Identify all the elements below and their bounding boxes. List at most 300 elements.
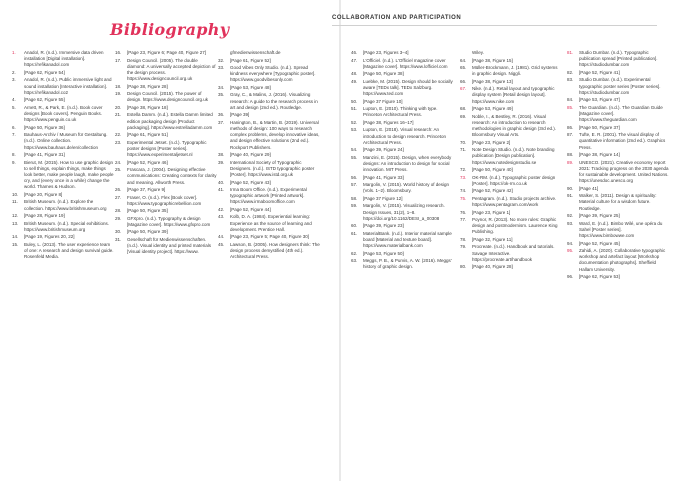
reference-text: L'Officiel. (n.d.). L'Officiel magazine cover [Magazine cover]. https://www.lofficiel.com	[363, 57, 448, 69]
reference-number: 28.	[115, 208, 122, 214]
reference-text: [Page 41]	[579, 185, 599, 191]
reference-entry	[218, 234, 320, 240]
reference-entry	[567, 160, 669, 185]
reference-text: Studio Dumbar. (n.d.). Experimental typographic poster series [Poster series]. https://studiodumbar.com	[579, 77, 661, 95]
reference-number: 77.	[460, 217, 467, 223]
reference-text: [Page 61, Figure 52]	[230, 57, 271, 63]
reference-number: 9.	[12, 159, 16, 165]
reference-text: Design Council. (2015). The power of design. https://www.designcouncil.org.uk	[127, 91, 209, 103]
reference-number: 82.	[567, 69, 574, 75]
reference-number: 34.	[218, 84, 225, 90]
reference-entry	[218, 180, 320, 186]
reference-entry	[12, 234, 114, 240]
reference-entry	[115, 229, 217, 235]
reference-text: [Page 53, Figure 47]	[579, 97, 620, 103]
reference-entry	[12, 152, 114, 158]
reference-number: 11.	[12, 199, 18, 205]
reference-entry	[460, 65, 562, 77]
reference-entry	[115, 132, 217, 138]
reference-column-3	[218, 50, 320, 262]
reference-entry	[12, 125, 114, 131]
reference-entry	[567, 186, 669, 192]
reference-text: gfmedienwissenschaft.de	[230, 50, 281, 55]
reference-text: [Page 32, Figure 11]	[472, 236, 513, 242]
reference-text: [Page 23, Figure 2]	[472, 139, 511, 145]
reference-number: 50.	[351, 98, 358, 104]
reference-entry	[115, 237, 217, 256]
reference-text: [Page 61, Figure 51]	[127, 132, 168, 138]
reference-number: 15.	[12, 241, 19, 247]
reference-text: Anadol, R. (n.d.). Immersive data driven installation [Digital installation]. https://refikanadol.com	[24, 50, 104, 68]
reference-text: Lawson, B. (2005). How designers think: The design process demystified (4th ed.). Architectural Press.	[230, 241, 320, 260]
reference-number: 55.	[351, 154, 358, 160]
reference-text: [Page 39, Figure 23]	[363, 223, 404, 229]
reference-number: 20.	[115, 104, 122, 110]
reference-text: [Page 41, Figure 31]	[24, 152, 65, 158]
reference-text: Irma Boom Office. (n.d.). Experimental typographic artwork [Printed artwork]. https://www.irmaboomoffice.com	[230, 187, 307, 205]
reference-text: [Page 53, Figure 48]	[230, 84, 271, 90]
reference-text: The Guardian. (n.d.). The Guardian Guide [Magazine cover]. https://www.theguardian.com	[579, 104, 663, 123]
reference-number: 17.	[115, 57, 122, 63]
reference-number: 18.	[115, 83, 122, 89]
reference-number: 12.	[12, 213, 19, 219]
reference-entry	[351, 196, 453, 202]
reference-entry	[351, 50, 453, 56]
reference-number: 51.	[351, 106, 358, 112]
reference-text: Zahidi, A. (2020). Collaborative typographic workshop and artefact layout [Workshop documentation photographs]. Sheffield Hallam University.	[579, 248, 666, 272]
reference-number: 30.	[115, 229, 122, 235]
reference-entry	[12, 97, 114, 103]
reference-text: Noble, I., & Bestley, R. (2016). Visual research: An introduction to research methodologies in graphic design (3rd ed.). Bloomsbury Visual Arts.	[472, 113, 557, 138]
reference-text: [Page 39]	[230, 112, 250, 118]
reference-number: 79.	[460, 244, 467, 250]
reference-text: [Page 19, Figures 20, 22]	[24, 234, 75, 240]
reference-text: Procreate. (n.d.). Handbook and tutorials. Savage Interactive. https://procreate.art/handbook	[472, 244, 555, 262]
reference-number: 4.	[12, 97, 16, 103]
reference-entry	[218, 65, 320, 84]
reference-text: Design Council. (2005). The double diamond: A universally accepted depiction of the design process. https://www.designcouncil.org.uk	[127, 57, 216, 82]
reference-entry	[460, 58, 562, 64]
reference-entry	[351, 258, 453, 270]
reference-column-2	[115, 50, 217, 257]
reference-number: 46.	[351, 50, 358, 55]
reference-entry	[351, 182, 453, 194]
reference-column-1	[12, 50, 114, 262]
reference-text: Walker, S. (2011). Design & spirituality: Material culture for a wisdom future. Routledge.	[579, 193, 657, 211]
reference-text: Nike. (n.d.). Retail layout and typographic display system [Retail design layout]. https://www.nike.com	[472, 86, 555, 104]
reference-text: [Page 38, Figure 15]	[472, 57, 513, 63]
reference-text: Wiley.	[472, 50, 484, 55]
reference-number: 88.	[567, 152, 574, 158]
reference-text: Margolin, V. (2015). World history of design (Vols. 1–2). Bloomsbury.	[363, 182, 450, 194]
reference-text: [Page 62, Figure 53]	[579, 274, 620, 280]
reference-entry	[351, 251, 453, 257]
reference-text: [Page 38, Figure 28]	[127, 83, 168, 89]
reference-number: 83.	[567, 77, 574, 83]
reference-column-4	[351, 50, 453, 272]
reference-text: [Page 50, Figure 37]	[579, 124, 620, 130]
reference-entry	[460, 114, 562, 139]
reference-entry	[218, 85, 320, 91]
reference-text: [Page 41, Figure 33]	[363, 174, 404, 180]
reference-entry	[460, 264, 562, 270]
reference-text: Gray, C., & Malins, J. (2016). Visualizing research: A guide to the research process in art and design (2nd ed.). Routledge.	[230, 92, 318, 110]
reference-number: 10.	[12, 191, 19, 197]
reference-number: 39.	[218, 159, 225, 165]
reference-entry	[460, 106, 562, 112]
reference-text: [Page 40, Figure 28]	[472, 264, 513, 270]
reference-entry	[218, 120, 320, 151]
reference-text: [Page 52, Figure 42]	[472, 188, 513, 194]
reference-text: [Page 50, Figure 39]	[127, 229, 168, 235]
reference-number: 58.	[351, 195, 358, 201]
reference-text: [Page 52, Figure 45]	[579, 240, 620, 246]
reference-entry	[12, 192, 114, 198]
reference-number: 16.	[115, 50, 122, 55]
running-header: COLLABORATION AND PARTICIPATION	[332, 15, 462, 21]
reference-entry	[460, 188, 562, 194]
reference-number: 40.	[218, 179, 225, 185]
reference-entry	[218, 187, 320, 206]
reference-text: Kolb, D. A. (1984). Experiential learning: Experience as the source of learning and development. Prentice Hall.	[230, 214, 312, 232]
reference-text: [Page 50, Figure 38]	[363, 71, 404, 77]
reference-number: 92.	[567, 213, 574, 219]
reference-entry	[567, 248, 669, 273]
reference-number: 75.	[460, 195, 467, 201]
reference-text: International Society of Typographic Designers. (n.d.). ISTD typographic poster [Poster]. https://www.istd.org.uk	[230, 159, 315, 178]
reference-number: 31.	[115, 236, 122, 242]
reference-entry	[12, 132, 114, 151]
reference-number: 21.	[115, 112, 122, 118]
reference-entry	[218, 160, 320, 179]
reference-column-6	[567, 50, 669, 282]
reference-number: 2.	[12, 69, 16, 75]
reference-entry	[351, 58, 453, 70]
reference-entry	[460, 50, 562, 56]
reference-number: 66.	[460, 78, 467, 84]
reference-text: [Page 39, Figure 25]	[579, 213, 620, 219]
reference-number: 5.	[12, 104, 16, 110]
reference-text: Pentagram. (n.d.). Studio projects archive. https://www.pentagram.com/work	[472, 195, 557, 208]
reference-number: 86.	[567, 124, 574, 130]
reference-entry	[12, 70, 114, 76]
reference-text: GFXpro. (n.d.). Typography & design [Magazine cover]. https://www.gfxpro.com	[127, 215, 211, 227]
reference-number: 1.	[12, 50, 16, 55]
reference-number: 60.	[351, 223, 358, 229]
reference-number: 44.	[218, 234, 225, 240]
reference-entry	[115, 50, 217, 56]
reference-text: [Page 52, Figure 46]	[127, 159, 168, 165]
reference-text: [Page 23, Figure 6; Page 40, Figure 27]	[127, 50, 207, 55]
reference-text: [Page 40, Figure 29]	[230, 152, 271, 158]
reference-entry	[218, 242, 320, 261]
reference-text: [Page 62, Figure 55]	[24, 97, 65, 103]
reference-number: 3.	[12, 77, 16, 83]
reference-number: 52.	[351, 119, 358, 125]
reference-text: Good Vibes Only Studio. (n.d.). Spread kindness everywhere [Typographic poster]. https://www.goodvibesonly.com	[230, 65, 316, 83]
reference-text: Buley, L. (2013). The user experience team of one: A research and design survival guide. Rosenfeld Media.	[24, 241, 114, 260]
reference-entry	[351, 155, 453, 174]
reference-text: [Page 50, Figure 35]	[127, 208, 168, 214]
reference-number: 80.	[460, 264, 467, 270]
reference-number: 69.	[460, 113, 467, 119]
reference-entry	[12, 77, 114, 96]
reference-text: Fraser, O. (n.d.). Flex [Book cover]. https://www.typographicrebellion.com	[127, 194, 202, 206]
reference-entry	[115, 208, 217, 214]
reference-entry	[12, 160, 114, 191]
reference-text: Bauhaus-Archiv / Museum für Gestaltung. (n.d.). Online collection. https://www.bauhaus.de/en/collection	[24, 132, 108, 150]
reference-entry	[115, 105, 217, 111]
reference-entry	[351, 231, 453, 250]
header-divider	[332, 25, 657, 26]
reference-number: 61.	[351, 230, 358, 236]
reference-number: 94.	[567, 240, 574, 246]
reference-text: [Page 38, Figure 13]	[472, 78, 513, 84]
reference-number: 33.	[218, 65, 225, 70]
reference-entry	[115, 167, 217, 186]
reference-entry	[567, 105, 669, 124]
reference-entry	[218, 152, 320, 158]
reference-text: [Page 20, Figure 8]	[24, 191, 63, 197]
reference-entry	[12, 221, 114, 233]
reference-entry	[115, 216, 217, 228]
reference-text: [Page 52, Figure 43]	[230, 179, 271, 185]
reference-text: [Page 37, Figure 9]	[127, 187, 166, 193]
reference-entry	[460, 167, 562, 173]
reference-text: [Page 53, Figure 49]	[472, 106, 513, 112]
reference-number: 19.	[115, 91, 122, 97]
reference-entry	[567, 274, 669, 280]
reference-text: [Page 37 Figure 12]	[363, 195, 403, 201]
reference-number: 85.	[567, 104, 574, 110]
reference-text: Anadol, R. (n.d.). Public immersive light and sound installation [Interactive installation]. https://refikanadol.co2	[24, 77, 112, 95]
reference-entry	[115, 112, 217, 131]
reference-entry	[12, 213, 114, 219]
reference-number: 95.	[567, 248, 574, 254]
reference-number: 93.	[567, 220, 574, 226]
reference-entry	[460, 196, 562, 208]
reference-number: 41.	[218, 187, 225, 193]
reference-number: 70.	[460, 139, 467, 145]
reference-text: [Page 23, Figure 1]	[472, 209, 511, 215]
reference-text: Luebke, M. (2015). Design should be socially aware [TEDx talk]. TEDx Salzburg. https://www.ted.com	[363, 78, 453, 97]
reference-entry	[567, 50, 669, 69]
reference-entry	[115, 91, 217, 103]
reference-entry	[115, 187, 217, 193]
reference-text: Margolin, V. (2015). Visualizing research. Design Issues, 31(2), 1–8. https://doi.org/10.1162/DESI_a_00308	[363, 203, 445, 221]
reference-number: 37.	[218, 119, 225, 125]
reference-number: 26.	[115, 187, 122, 193]
reference-text: [Page 28, Figure 19]	[24, 213, 65, 219]
reference-entry	[12, 242, 114, 261]
reference-entry	[460, 237, 562, 243]
reference-number: 63.	[351, 258, 358, 264]
reference-number: 36.	[218, 112, 225, 118]
reference-text: Manzini, E. (2015). Design, when everybody designs: An introduction to design for social innovation. MIT Press.	[363, 154, 452, 173]
reference-text: [Page 38, Figures 16–17]	[363, 119, 414, 125]
reference-entry	[218, 214, 320, 233]
reference-text: British Museum. (n.d.). Explore the collection. https://www.britishmuseum.org	[24, 199, 107, 211]
reference-number: 87.	[567, 132, 574, 138]
reference-number: 42.	[218, 206, 225, 212]
reference-number: 45.	[218, 241, 225, 247]
reference-number: 24.	[115, 159, 122, 165]
reference-number: 29.	[115, 215, 122, 221]
reference-entry	[351, 71, 453, 77]
reference-text: [Page 37 Figure 10]	[363, 98, 403, 104]
reference-entry	[351, 203, 453, 222]
reference-entry	[460, 244, 562, 263]
reference-entry	[12, 199, 114, 211]
reference-number: 90.	[567, 185, 574, 191]
reference-number: 59.	[351, 203, 358, 209]
reference-entry	[567, 213, 669, 219]
reference-text: Arnett, R., & Park, E. (n.d.). Book cover designs [Book covers]. Penguin Books. https://www.penguin.co.uk	[24, 104, 103, 123]
reference-text: Ward, E. (n.d.). Bimbo Wilé, une opéra du Sahel [Poster series]. https://www.bimbowwe.com	[579, 220, 663, 239]
reference-entry	[351, 99, 453, 105]
reference-entry	[460, 210, 562, 216]
reference-column-5	[460, 50, 562, 272]
reference-number: 67.	[460, 86, 467, 92]
reference-entry	[218, 58, 320, 64]
reference-text: Frascara, J. (2004). Designing effective communications: Creating contexts for clarity and meaning. Allworth Press.	[127, 167, 217, 185]
reference-number: 7.	[12, 132, 16, 138]
reference-entry	[567, 132, 669, 151]
reference-text: Hanington, B., & Martin, B. (2019). Universal methods of design: 100 ways to research complex problems, develop innovative ideas, and design effective solutions (2nd ed.). Rockport Publishers.	[230, 119, 320, 150]
reference-number: 54.	[351, 147, 358, 153]
reference-number: 57.	[351, 182, 358, 188]
reference-entry	[218, 207, 320, 213]
reference-number: 64.	[460, 57, 467, 63]
reference-number: 48.	[351, 71, 358, 77]
reference-text: Gesellschaft für Medienwissenschaften. (n.d.). Visual identity and printed materials [Visual identity project]. https://www.	[127, 236, 211, 255]
reference-text: Tufte, E. R. (2001). The visual display of quantitative information (2nd ed.). Graphics Press.	[579, 132, 666, 150]
reference-text: Bierut, M. (2015). How to use graphic design to sell things, explain things, make things look better, make people laugh, make people cry, and (every once in a while) change the world. Thames & Hudson.	[24, 159, 114, 190]
reference-entry	[115, 195, 217, 207]
reference-text: Studio Dumbar. (n.d.). Typographic publication spread [Printed publication]. https://studiodumbar.com	[579, 50, 658, 68]
reference-number: 91.	[567, 193, 574, 199]
reference-number: 53.	[351, 127, 358, 133]
reference-number: 73.	[460, 174, 467, 180]
reference-number: 13.	[12, 220, 19, 226]
reference-number: 25.	[115, 167, 122, 173]
reference-entry	[567, 241, 669, 247]
reference-text: [Page 38, Figure 14]	[579, 152, 620, 158]
reference-entry	[351, 223, 453, 229]
reference-entry	[567, 97, 669, 103]
reference-entry	[567, 193, 669, 212]
reference-entry	[460, 79, 562, 85]
reference-entry	[567, 125, 669, 131]
reference-number: 47.	[351, 57, 358, 63]
reference-entry	[351, 106, 453, 118]
reference-text: MaterialBank. (n.d.). Interior material sample board [Material and texture board]. https://www.materialbank.com	[363, 230, 452, 249]
reference-entry	[351, 147, 453, 153]
reference-text: [Page 62, Figure 54]	[24, 69, 65, 75]
reference-text: British Museum. (n.d.). Special exhibitions. https://www.britishmuseum.org	[24, 220, 110, 232]
reference-entry	[567, 221, 669, 240]
reference-number: 74.	[460, 188, 467, 194]
reference-text: Lupton, E. (2010). Thinking with type. Princeton Architectural Press.	[363, 106, 438, 118]
reference-entry	[567, 70, 669, 76]
reference-text: [Page 38, Figure 18]	[127, 104, 168, 110]
reference-number: 76.	[460, 209, 467, 215]
reference-entry	[460, 86, 562, 105]
reference-number: 71.	[460, 147, 467, 153]
reference-entry	[567, 77, 669, 96]
reference-number: 65.	[460, 65, 467, 70]
reference-text: Poynor, R. (2013). No more rules: Graphic design and postmodernism. Laurence King Publishing.	[472, 217, 558, 235]
reference-text: [Page 50, Figure 40]	[472, 167, 513, 173]
reference-entry	[351, 120, 453, 126]
reference-text: Note Design Studio. (n.d.). Note branding publication [Design publication]. https://www.notedesignstudio.se	[472, 147, 555, 165]
reference-number: 72.	[460, 167, 467, 173]
reference-text: Meggs, P. B., & Purvis, A. W. (2016). Meggs' history of graphic design.	[363, 258, 452, 270]
reference-number: 96.	[567, 274, 574, 280]
reference-text: [Page 52, Figure 41]	[579, 69, 620, 75]
reference-number: 38.	[218, 152, 225, 158]
reference-number: 49.	[351, 78, 358, 84]
reference-text: [Page 53, Figure 50]	[363, 250, 404, 256]
reference-number: 35.	[218, 92, 225, 98]
reference-number: 81.	[567, 50, 574, 55]
reference-text: UNESCO. (2021). Creative economy report 2021: Tracking progress on the 2030 agenda for sustainable development. United Nations. https://unesdoc.unesco.org	[579, 159, 669, 184]
reference-text: [Page 23, Figures 3–4]	[363, 50, 409, 55]
reference-entry	[351, 175, 453, 181]
reference-entry	[115, 58, 217, 83]
reference-entry	[567, 152, 669, 158]
reference-number: 84.	[567, 97, 574, 103]
reference-entry	[115, 140, 217, 159]
reference-text: Experimental Jetset. (n.d.). Typographic poster designs [Poster series]. https://www.experimentaljetset.nl	[127, 139, 207, 158]
reference-number: 68.	[460, 106, 467, 112]
reference-number: 27.	[115, 194, 122, 200]
reference-entry	[218, 92, 320, 111]
reference-entry	[351, 127, 453, 146]
page-title: Bibliography	[110, 20, 230, 39]
reference-entry	[460, 140, 562, 146]
reference-number: 62.	[351, 250, 358, 256]
reference-number: 22.	[115, 132, 122, 138]
reference-number: 14.	[12, 234, 19, 240]
reference-entry	[460, 147, 562, 166]
reference-text: OK-RM. (n.d.). Typographic poster design [Poster]. https://ok-rm.co.uk	[472, 174, 556, 186]
reference-number: 43.	[218, 214, 225, 220]
reference-text: [Page 50, Figure 36]	[24, 124, 65, 130]
reference-entry	[218, 112, 320, 118]
reference-text: Estella Damm. (n.d.). Estella Damm limited edition packaging design [Product packaging]. https://www.estrelladamm.com	[127, 112, 213, 130]
reference-entry	[351, 79, 453, 98]
reference-text: Lupton, E. (2018). Visual research: An introduction to design research. Princeton Architectural Press.	[363, 127, 447, 145]
reference-entry	[115, 84, 217, 90]
reference-text: [Page 39, Figure 24]	[363, 147, 404, 153]
reference-number: 6.	[12, 124, 16, 130]
reference-number: 89.	[567, 159, 574, 165]
reference-number: 32.	[218, 57, 225, 63]
reference-number: 78.	[460, 236, 467, 242]
reference-number: 56.	[351, 174, 358, 180]
reference-entry	[12, 50, 114, 69]
reference-text: [Page 23, Figure 5; Page 40, Figure 30]	[230, 234, 310, 240]
reference-number: 8.	[12, 152, 16, 158]
reference-number: 23.	[115, 139, 122, 145]
reference-text: [Page 52, Figure 44]	[230, 206, 271, 212]
reference-entry	[115, 160, 217, 166]
reference-entry	[460, 175, 562, 187]
reference-entry	[12, 105, 114, 124]
reference-entry	[218, 50, 320, 56]
reference-text: Müller-Brockmann, J. (1981). Grid systems in graphic design. Niggli.	[472, 65, 558, 77]
